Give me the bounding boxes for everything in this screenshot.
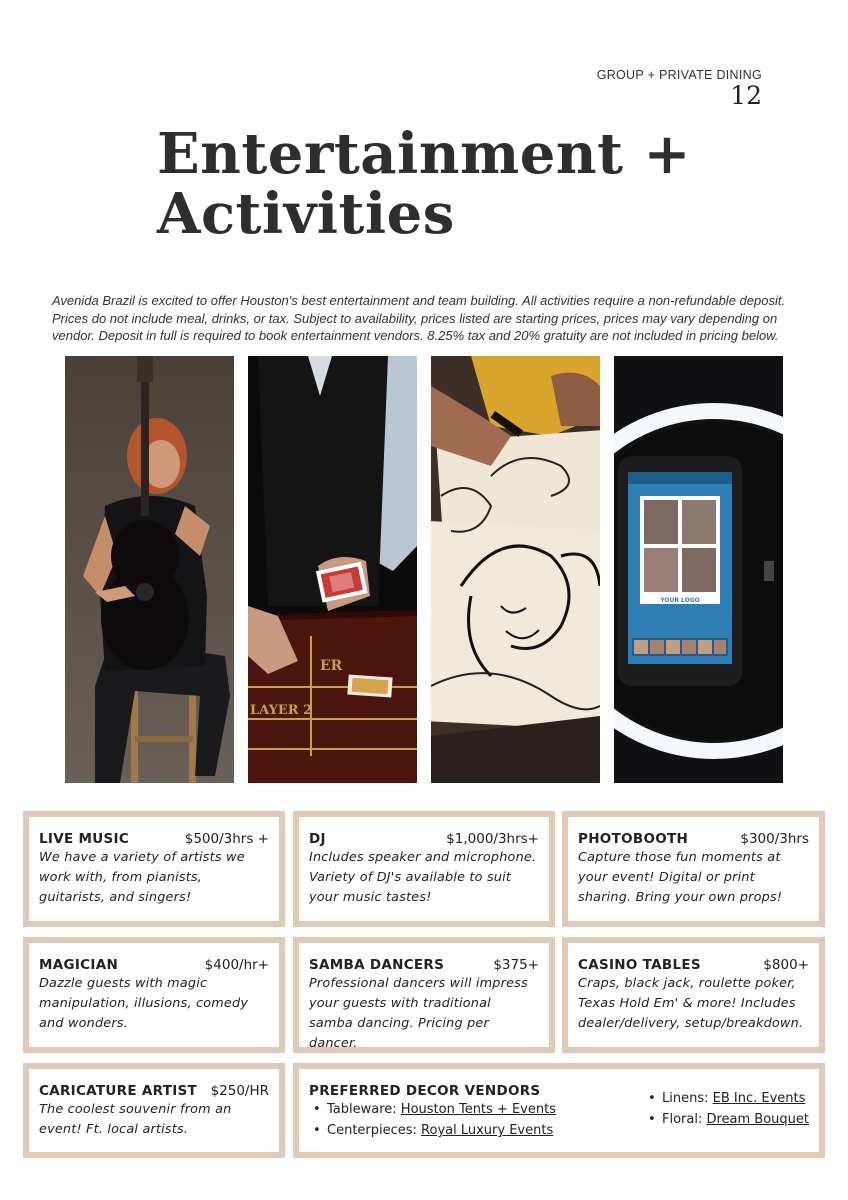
vendor-list-left: [309, 1099, 556, 1141]
card-title: CARICATURE ARTIST: [39, 1083, 198, 1099]
card-title: SAMBA DANCERS: [309, 957, 445, 973]
card-price: $1,000/3hrs+: [446, 831, 539, 847]
card-description: Professional dancers will impress your guests with traditional samba dancing. Pricing per dancer.: [309, 976, 528, 1051]
photo-guitarist: [65, 356, 234, 783]
card-magician: [23, 937, 285, 1053]
card-price: $800+: [763, 957, 809, 973]
card-preferred-vendors: [293, 1063, 825, 1158]
vendor-item-linens: [644, 1088, 809, 1109]
photo-photobooth: [614, 356, 783, 783]
card-casino-tables: [562, 937, 825, 1053]
table-text-1: ER: [320, 658, 343, 674]
page-title: [157, 121, 691, 247]
booth-screen-text: YOUR LOGO: [660, 597, 700, 604]
card-price: $400/hr+: [204, 957, 269, 973]
vendor-label: Tableware:: [327, 1102, 401, 1117]
card-description: Craps, black jack, roulette poker, Texas Hold Em' & more! Includes dealer/delivery, setup/breakdown.: [578, 976, 804, 1031]
card-title: LIVE MUSIC: [39, 831, 130, 847]
card-price: $375+: [493, 957, 539, 973]
intro-paragraph: Avenida Brazil is excited to offer Houston's best entertainment and team building. All activities require a non-refundable deposit. Prices do not include meal, drinks, or tax. Subject to availability, prices listed are starting prices, prices may vary depending on vendor. Deposit in full is required to book entertainment vendors. 8.25% tax and 20% gratuity are not included in pricing below.: [52, 293, 786, 343]
vendor-link-royal-luxury[interactable]: Royal Luxury Events: [421, 1123, 554, 1138]
vendor-item-tableware: [309, 1099, 556, 1120]
card-title: PHOTOBOOTH: [578, 831, 689, 847]
vendor-link-eb-inc[interactable]: EB Inc. Events: [712, 1091, 806, 1106]
card-price: $500/3hrs +: [184, 831, 269, 847]
card-live-music: [23, 811, 285, 927]
header-section: [597, 68, 762, 110]
vendor-label: Centerpieces:: [327, 1123, 422, 1138]
card-caricature-artist: [23, 1063, 285, 1158]
card-dj: [293, 811, 555, 927]
vendor-item-floral: [644, 1109, 809, 1130]
card-title: CASINO TABLES: [578, 957, 701, 973]
vendor-label: Linens:: [661, 1091, 713, 1106]
section-label: GROUP + PRIVATE DINING: [596, 68, 762, 82]
card-description: The coolest souvenir from an event! Ft. local artists.: [39, 1102, 232, 1137]
photo-caricature: [431, 356, 600, 783]
vendor-link-houston-tents[interactable]: Houston Tents + Events: [400, 1102, 556, 1117]
card-price: $250/HR: [210, 1083, 269, 1099]
page-title-line-2: Activities: [157, 181, 455, 247]
card-title: DJ: [309, 831, 326, 847]
card-description: Dazzle guests with magic manipulation, illusions, comedy and wonders.: [39, 976, 249, 1031]
card-description: Capture those fun moments at your event! Digital or print sharing. Bring your own props!: [578, 850, 783, 905]
vendors-title: PREFERRED DECOR VENDORS: [309, 1083, 541, 1099]
vendor-list-right: [644, 1088, 809, 1141]
card-photobooth: [562, 811, 825, 927]
page-number: 12: [730, 81, 762, 110]
card-title: MAGICIAN: [39, 957, 119, 973]
vendor-item-centerpieces: [309, 1120, 556, 1141]
card-samba-dancers: [293, 937, 555, 1053]
page-title-line-1: Entertainment +: [157, 121, 691, 187]
vendor-link-dream-bouquet[interactable]: Dream Bouquet: [706, 1112, 809, 1127]
card-price: $300/3hrs: [740, 831, 809, 847]
table-text-2: LAYER 2: [250, 703, 313, 718]
photo-casino-dealer: [248, 356, 417, 783]
card-description: We have a variety of artists we work with, from pianists, guitarists, and singers!: [39, 850, 245, 905]
card-description: Includes speaker and microphone. Variety of DJ's available to suit your music tastes!: [309, 850, 537, 905]
vendor-label: Floral:: [661, 1112, 707, 1127]
